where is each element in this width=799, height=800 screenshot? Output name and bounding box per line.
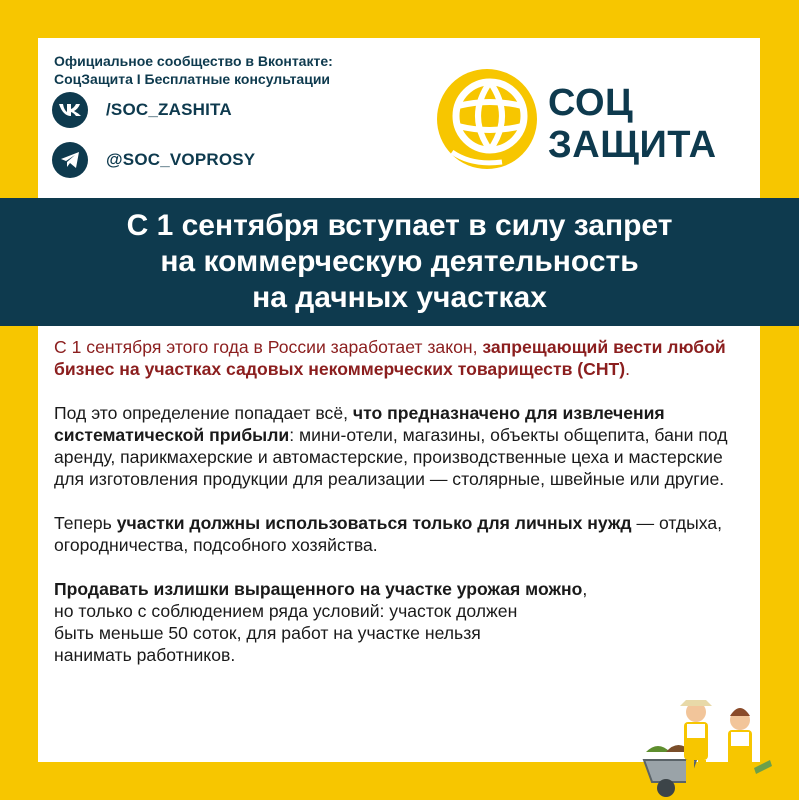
community-info [54,52,434,88]
telegram-link[interactable] [52,142,255,178]
paragraph-definition [54,402,754,490]
usage-bold: участки должны использоваться только для личных нужд [116,513,632,533]
telegram-handle: @SOC_VOPROSY [106,150,256,169]
usage-rest: — отдыха, огородничества, подсобного хозяйства. [54,513,723,555]
definition-rest: : мини-отели, магазины, объекты общепита, бани под аренду, парикмахерские и автомастерские, производственные цеха и мастерские для изготовления продукции для реализации — столярные, швейные или другие. [54,425,728,489]
definition-bold: что предназначено для извлечения систематической прибыли [54,403,665,445]
usage-text: Теперь [54,513,117,533]
brand-line2: ЗАЩИТА [548,124,717,166]
intro-bold: запрещающий вести любой бизнес на участках садовых некоммерческих товариществ (СНТ) [54,337,726,379]
headline-line2: на коммерческую деятельность [160,245,639,278]
sales-line2: но только с соблюдением ряда условий: участок должен [54,601,518,621]
vk-icon [52,92,88,128]
brand-line1: СОЦ [548,82,634,124]
paragraph-usage [54,512,754,556]
vk-handle: /SOC_ZASHITA [106,100,232,119]
sales-line4: нанимать работников. [54,645,236,665]
telegram-icon [52,142,88,178]
globe-logo-icon [432,64,542,174]
paragraph-sales [54,578,754,666]
community-line1: Официальное сообщество в Вконтакте: [54,53,333,69]
vk-link[interactable] [52,92,232,128]
headline-line3: на дачных участках [252,281,547,314]
headline-banner [0,198,799,326]
definition-text: Под это определение попадает всё, [54,403,353,423]
sales-line3: быть меньше 50 соток, для работ на участке нельзя [54,623,481,643]
brand-name [548,82,717,166]
article-body [54,336,754,688]
intro-end: . [625,359,631,379]
header [38,38,760,198]
sales-line1: , [582,579,588,599]
paragraph-intro [54,336,754,380]
gardeners-illustration [636,690,776,800]
sales-bold: Продавать излишки выращенного на участке урожая можно [54,579,583,599]
community-line2: СоцЗащита I Бесплатные консультации [54,71,331,87]
headline-line1: С 1 сентября вступает в силу запрет [126,209,673,242]
intro-text: С 1 сентября этого года в России заработает закон, [54,337,483,357]
